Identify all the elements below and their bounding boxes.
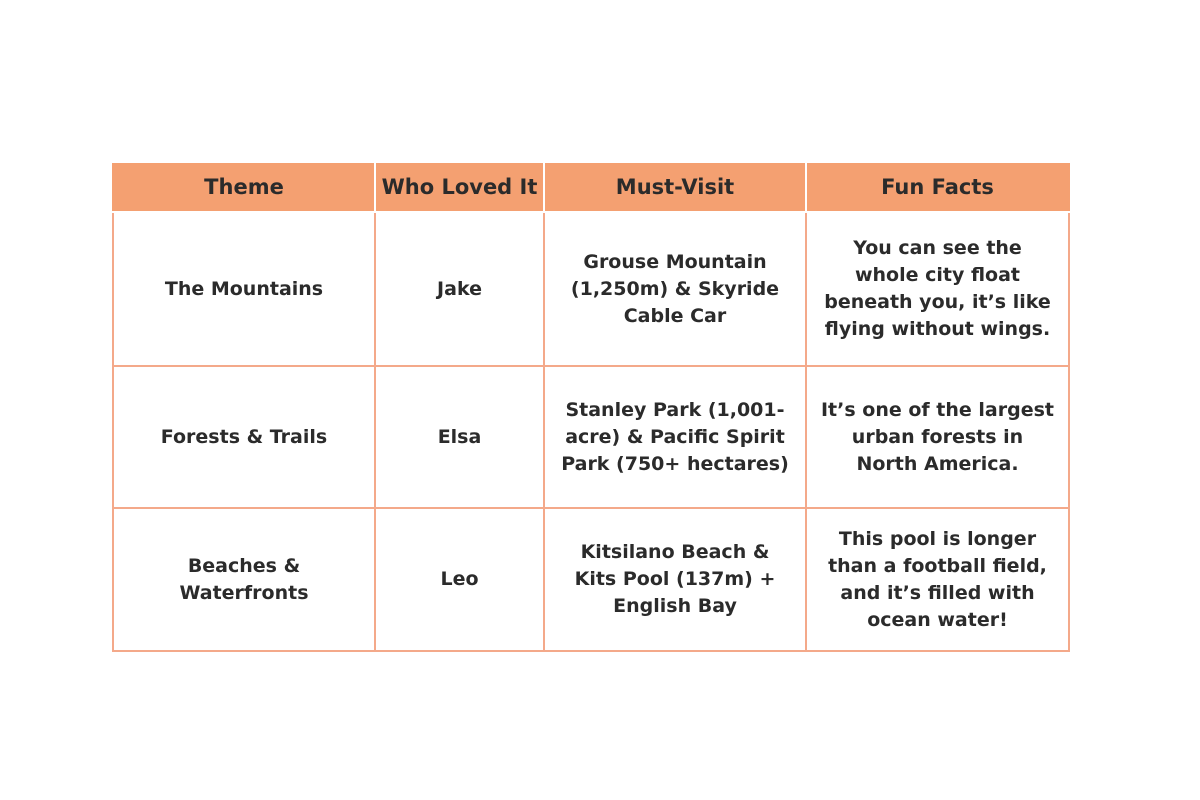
fun-fact-cell: You can see the whole city float beneath you, it’s like flying without wings. [806,212,1069,366]
must-visit-cell: Grouse Mountain (1,250m) & Skyride Cable Car [544,212,806,366]
fun-fact-cell: It’s one of the largest urban forests in North America. [806,366,1069,508]
theme-cell: The Mountains [113,212,375,366]
table-row [113,508,1069,651]
table-header [113,163,1069,212]
travel-themes-table [112,163,1070,652]
theme-cell: Forests & Trails [113,366,375,508]
who-loved-it-cell: Elsa [375,366,544,508]
travel-themes-table-container [112,163,1068,652]
header-theme: Theme [113,163,375,212]
header-must-visit: Must-Visit [544,163,806,212]
table-body [113,212,1069,651]
table-row [113,212,1069,366]
table-row [113,366,1069,508]
header-fun-facts: Fun Facts [806,163,1069,212]
must-visit-cell: Stanley Park (1,001-acre) & Pacific Spirit Park (750+ hectares) [544,366,806,508]
who-loved-it-cell: Leo [375,508,544,651]
fun-fact-cell: This pool is longer than a football field, and it’s filled with ocean water! [806,508,1069,651]
theme-cell: Beaches & Waterfronts [113,508,375,651]
must-visit-cell: Kitsilano Beach & Kits Pool (137m) + English Bay [544,508,806,651]
who-loved-it-cell: Jake [375,212,544,366]
header-row [113,163,1069,212]
header-who-loved-it: Who Loved It [375,163,544,212]
